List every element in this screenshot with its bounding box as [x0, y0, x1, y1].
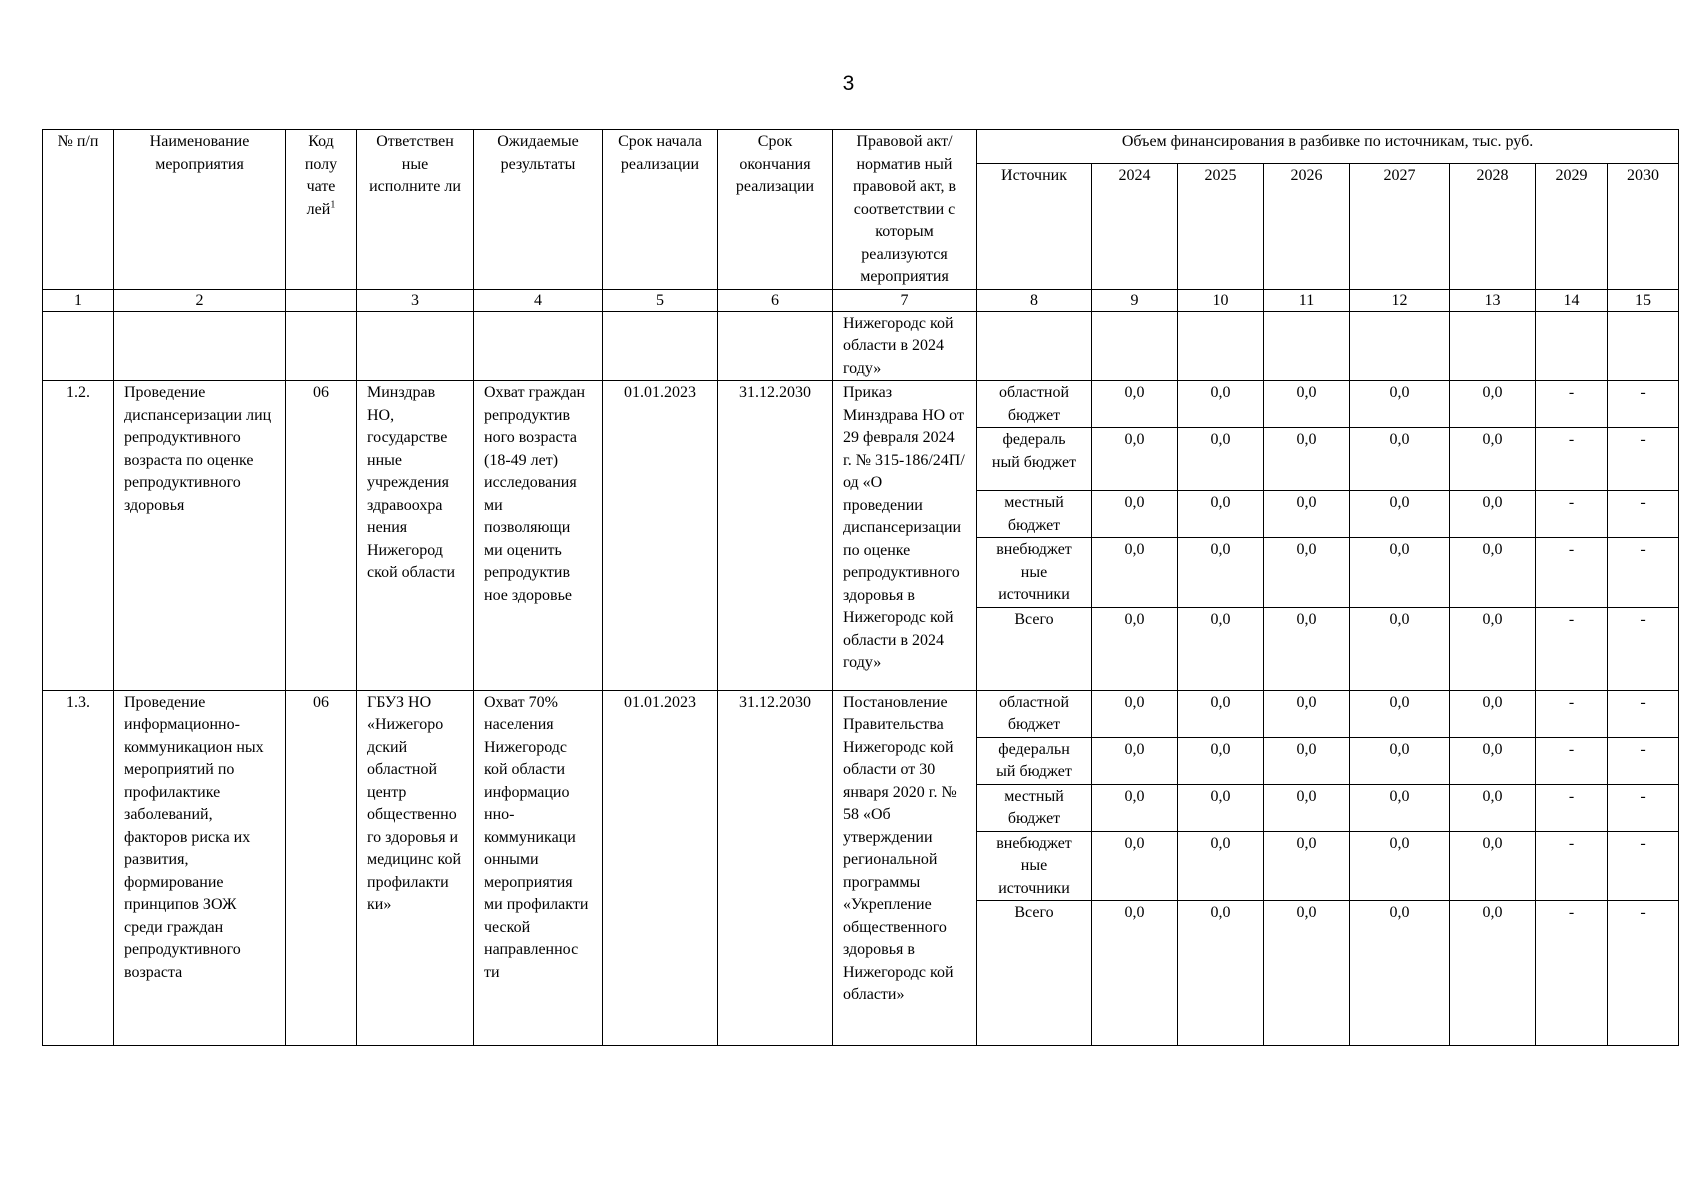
cont-cell-16: [1608, 311, 1679, 381]
funding-source: местный бюджет: [977, 784, 1092, 831]
item-name: Проведение информационно-коммуникацион ных мероприятий по профилактике заболеваний, факторов риска их развития, формирование принципов ЗОЖ среди граждан репродуктивного возраста: [114, 690, 286, 1046]
funding-source: федераль ный бюджет: [977, 428, 1092, 491]
item-legal-act: Приказ Минздрава НО от 29 февраля 2024 г. № 315-186/24П/од «О проведении диспансеризации по оценке репродуктивного здоровья в Нижегородс кой области в 2024 году»: [833, 381, 977, 691]
header-code-footnote: 1: [330, 199, 336, 211]
funding-value: 0,0: [1264, 607, 1350, 690]
table-row: [43, 381, 1679, 428]
column-number-13: 13: [1450, 289, 1536, 311]
column-number-1: 2: [114, 289, 286, 311]
funding-value: 0,0: [1264, 538, 1350, 608]
funding-value: 0,0: [1450, 607, 1536, 690]
funding-value: 0,0: [1264, 901, 1350, 1046]
funding-value: 0,0: [1092, 491, 1178, 538]
column-number-12: 12: [1350, 289, 1450, 311]
header-year-0: 2024: [1092, 163, 1178, 289]
cont-cell-1: [43, 311, 114, 381]
column-number-15: 15: [1608, 289, 1679, 311]
cont-cell-5: [474, 311, 603, 381]
funding-value: 0,0: [1264, 737, 1350, 784]
funding-source: Всего: [977, 607, 1092, 690]
page-number: 3: [842, 72, 855, 95]
funding-value: 0,0: [1450, 381, 1536, 428]
item-responsible: ГБУЗ НО «Нижегоро дский областной центр общественного здоровья и медицинс кой профилакти ки»: [357, 690, 474, 1046]
funding-value: 0,0: [1350, 538, 1450, 608]
funding-value: 0,0: [1092, 901, 1178, 1046]
funding-value: -: [1536, 690, 1608, 737]
funding-value: -: [1536, 831, 1608, 901]
column-number-0: 1: [43, 289, 114, 311]
funding-value: 0,0: [1450, 901, 1536, 1046]
funding-value: -: [1536, 491, 1608, 538]
funding-source: областной бюджет: [977, 381, 1092, 428]
header-start: Срок начала реализации: [603, 130, 718, 290]
header-year-6: 2030: [1608, 163, 1679, 289]
funding-value: 0,0: [1264, 428, 1350, 491]
funding-value: 0,0: [1092, 690, 1178, 737]
header-legal-act: Правовой акт/норматив ный правовой акт, в соответствии с которым реализуются мероприятия: [833, 130, 977, 290]
cont-legal-act: Нижегородс кой области в 2024 году»: [833, 311, 977, 381]
table-row: [43, 690, 1679, 737]
funding-value: 0,0: [1264, 831, 1350, 901]
funding-value: 0,0: [1450, 690, 1536, 737]
header-source: Источник: [977, 163, 1092, 289]
funding-value: -: [1536, 784, 1608, 831]
item-results: Охват граждан репродуктив ного возраста (18-49 лет) исследования ми позволяющи ми оценить репродуктив ное здоровье: [474, 381, 603, 691]
header-code: [286, 130, 357, 290]
item-name: Проведение диспансеризации лиц репродуктивного возраста по оценке репродуктивного здоровья: [114, 381, 286, 691]
cont-cell-11: [1178, 311, 1264, 381]
funding-value: 0,0: [1092, 428, 1178, 491]
cont-cell-7: [718, 311, 833, 381]
funding-source: федеральн ый бюджет: [977, 737, 1092, 784]
funding-value: 0,0: [1178, 901, 1264, 1046]
column-number-3: 3: [357, 289, 474, 311]
cont-cell-14: [1450, 311, 1536, 381]
funding-value: 0,0: [1264, 491, 1350, 538]
funding-value: 0,0: [1264, 690, 1350, 737]
funding-value: 0,0: [1350, 831, 1450, 901]
funding-value: -: [1608, 491, 1679, 538]
cont-cell-15: [1536, 311, 1608, 381]
funding-value: 0,0: [1178, 538, 1264, 608]
funding-value: 0,0: [1178, 381, 1264, 428]
funding-source: Всего: [977, 901, 1092, 1046]
funding-value: 0,0: [1350, 784, 1450, 831]
funding-value: 0,0: [1350, 428, 1450, 491]
funding-value: -: [1608, 381, 1679, 428]
funding-value: 0,0: [1450, 784, 1536, 831]
funding-value: -: [1536, 428, 1608, 491]
funding-value: -: [1608, 538, 1679, 608]
column-number-7: 7: [833, 289, 977, 311]
column-number-2: [286, 289, 357, 311]
funding-value: 0,0: [1450, 428, 1536, 491]
item-end: 31.12.2030: [718, 381, 833, 691]
cont-cell-13: [1350, 311, 1450, 381]
header-code-text: Код полу чате лей: [304, 133, 338, 218]
funding-value: 0,0: [1264, 381, 1350, 428]
funding-value: 0,0: [1350, 737, 1450, 784]
column-number-10: 10: [1178, 289, 1264, 311]
header-year-1: 2025: [1178, 163, 1264, 289]
cont-cell-3: [286, 311, 357, 381]
funding-value: 0,0: [1178, 831, 1264, 901]
cont-cell-6: [603, 311, 718, 381]
funding-value: 0,0: [1450, 831, 1536, 901]
funding-value: 0,0: [1350, 491, 1450, 538]
funding-value: 0,0: [1178, 737, 1264, 784]
header-end: Срок окончания реализации: [718, 130, 833, 290]
funding-value: 0,0: [1092, 381, 1178, 428]
funding-value: 0,0: [1350, 381, 1450, 428]
funding-value: -: [1536, 737, 1608, 784]
cont-cell-2: [114, 311, 286, 381]
item-code: 06: [286, 381, 357, 691]
item-end: 31.12.2030: [718, 690, 833, 1046]
funding-source: областной бюджет: [977, 690, 1092, 737]
funding-value: 0,0: [1092, 831, 1178, 901]
funding-source: местный бюджет: [977, 491, 1092, 538]
item-number: 1.2.: [43, 381, 114, 691]
column-number-row: [43, 289, 1679, 311]
funding-value: -: [1536, 381, 1608, 428]
funding-value: 0,0: [1450, 538, 1536, 608]
item-number: 1.3.: [43, 690, 114, 1046]
funding-value: 0,0: [1092, 737, 1178, 784]
funding-value: -: [1608, 737, 1679, 784]
funding-source: внебюджет ные источники: [977, 831, 1092, 901]
funding-value: 0,0: [1264, 784, 1350, 831]
funding-value: 0,0: [1092, 784, 1178, 831]
funding-value: 0,0: [1178, 491, 1264, 538]
funding-value: 0,0: [1350, 607, 1450, 690]
funding-value: -: [1608, 607, 1679, 690]
item-start: 01.01.2023: [603, 690, 718, 1046]
column-number-8: 8: [977, 289, 1092, 311]
funding-value: 0,0: [1178, 428, 1264, 491]
cont-cell-12: [1264, 311, 1350, 381]
funding-value: -: [1608, 690, 1679, 737]
header-results: Ожидаемые результаты: [474, 130, 603, 290]
column-number-4: 4: [474, 289, 603, 311]
funding-value: 0,0: [1178, 690, 1264, 737]
item-legal-act: Постановление Правительства Нижегородс кой области от 30 января 2020 г. № 58 «Об утверждении региональной программы «Укрепление общественного здоровья в Нижегородс кой области»: [833, 690, 977, 1046]
funding-value: -: [1536, 901, 1608, 1046]
item-results: Охват 70% населения Нижегородс кой области информацио нно-коммуникаци онными мероприятия ми профилакти ческой направленнос ти: [474, 690, 603, 1046]
continuation-row: [43, 311, 1679, 381]
funding-value: 0,0: [1350, 690, 1450, 737]
funding-value: 0,0: [1092, 607, 1178, 690]
funding-value: -: [1608, 901, 1679, 1046]
funding-value: -: [1608, 831, 1679, 901]
header-year-5: 2029: [1536, 163, 1608, 289]
funding-source: внебюджет ные источники: [977, 538, 1092, 608]
cont-cell-10: [1092, 311, 1178, 381]
item-start: 01.01.2023: [603, 381, 718, 691]
header-year-4: 2028: [1450, 163, 1536, 289]
column-number-11: 11: [1264, 289, 1350, 311]
funding-value: 0,0: [1178, 784, 1264, 831]
header-num: № п/п: [43, 130, 114, 290]
column-number-6: 6: [718, 289, 833, 311]
funding-value: -: [1608, 784, 1679, 831]
funding-value: 0,0: [1178, 607, 1264, 690]
item-code: 06: [286, 690, 357, 1046]
funding-plan-table: [42, 129, 1679, 1046]
header-row-1: [43, 130, 1679, 164]
header-year-2: 2026: [1264, 163, 1350, 289]
funding-value: 0,0: [1450, 737, 1536, 784]
header-funding: Объем финансирования в разбивке по источникам, тыс. руб.: [977, 130, 1679, 164]
column-number-9: 9: [1092, 289, 1178, 311]
item-responsible: Минздрав НО, государстве нные учреждения здравоохра нения Нижегород ской области: [357, 381, 474, 691]
funding-value: 0,0: [1450, 491, 1536, 538]
column-number-14: 14: [1536, 289, 1608, 311]
funding-value: 0,0: [1092, 538, 1178, 608]
funding-value: -: [1608, 428, 1679, 491]
funding-value: 0,0: [1350, 901, 1450, 1046]
column-number-5: 5: [603, 289, 718, 311]
cont-cell-4: [357, 311, 474, 381]
header-responsible: Ответствен ные исполните ли: [357, 130, 474, 290]
header-year-3: 2027: [1350, 163, 1450, 289]
funding-value: -: [1536, 607, 1608, 690]
cont-cell-9: [977, 311, 1092, 381]
header-name: Наименование мероприятия: [114, 130, 286, 290]
funding-value: -: [1536, 538, 1608, 608]
